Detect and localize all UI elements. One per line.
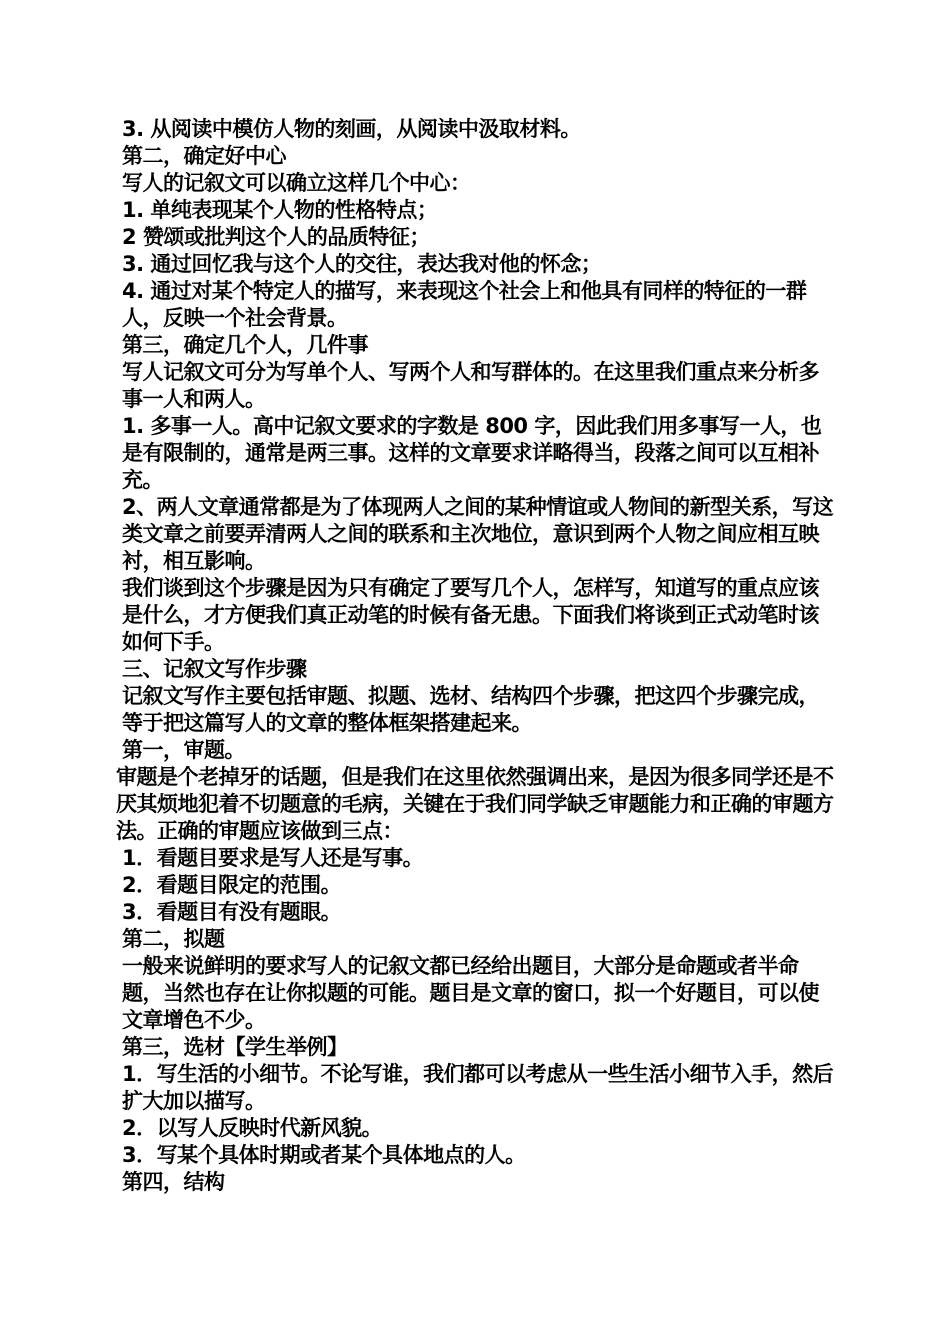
list-item-many-events: 1. 多事一人。高中记叙文要求的字数是 800 字，因此我们用多事写一人，也是有限制的，通常是两三事。这样的文章要求详略得当，段落之间可以互相补充。	[122, 414, 822, 492]
paragraph-reading-materials: 3. 从阅读中模仿人物的刻画，从阅读中汲取材料。	[122, 117, 581, 141]
list-item-examine-2: 2．看题目限定的范围。	[122, 873, 342, 897]
heading-draft-title: 第二，拟题	[122, 927, 225, 951]
paragraph-examine-topic: 审题是个老掉牙的话题，但是我们在这里依然强调出来，是因为很多同学还是不厌其烦地犯着不切题意的毛病，关键在于我们同学缺乏审题能力和正确的审题方法。正确的审题应该做到三点：	[116, 765, 834, 843]
paragraph-steps-overview: 记叙文写作主要包括审题、拟题、选材、结构四个步骤，把这四个步骤完成，等于把这篇写人的文章的整体框架搭建起来。	[122, 684, 819, 735]
heading-examine-topic: 第一，审题。	[122, 738, 245, 762]
paragraph-people-types: 写人记叙文可分为写单个人、写两个人和写群体的。在这里我们重点来分析多事一人和两人。	[122, 360, 819, 411]
list-item-two-people: 2、两人文章通常都是为了体现两人之间的某种情谊或人物间的新型关系，写这类文章之前要弄清两人之间的联系和主次地位，意识到两个人物之间应相互映衬，相互影响。	[122, 495, 834, 573]
paragraph-step-reason: 我们谈到这个步骤是因为只有确定了要写几个人，怎样写，知道写的重点应该是什么，才方便我们真正动笔的时候有备无患。下面我们将谈到正式动笔时该如何下手。	[122, 576, 819, 654]
list-item-center-1: 1. 单纯表现某个人物的性格特点；	[122, 198, 438, 222]
document-page	[116, 116, 838, 1196]
heading-structure: 第四，结构	[122, 1170, 225, 1194]
list-item-center-2: 2 赞颂或批判这个人的品质特征；	[122, 225, 430, 249]
list-item-material-1: 1．写生活的小细节。不论写谁，我们都可以考虑从一些生活小细节入手，然后扩大加以描写。	[122, 1062, 834, 1113]
list-item-examine-3: 3．看题目有没有题眼。	[122, 900, 342, 924]
list-item-center-4: 4. 通过对某个特定人的描写，来表现这个社会上和他具有同样的特征的一群人，反映一个社会背景。	[122, 279, 807, 330]
paragraph-centers-intro: 写人的记叙文可以确立这样几个中心：	[122, 171, 471, 195]
list-item-material-2: 2．以写人反映时代新风貌。	[122, 1116, 383, 1140]
list-item-material-3: 3．写某个具体时期或者某个具体地点的人。	[122, 1143, 526, 1167]
heading-writing-steps: 三、记叙文写作步骤	[122, 657, 307, 681]
heading-select-material: 第三，选材【学生举例】	[122, 1035, 348, 1059]
list-item-examine-1: 1．看题目要求是写人还是写事。	[122, 846, 424, 870]
heading-people-events: 第三，确定几个人，几件事	[122, 333, 368, 357]
list-item-center-3: 3. 通过回忆我与这个人的交往，表达我对他的怀念；	[122, 252, 602, 276]
paragraph-draft-title: 一般来说鲜明的要求写人的记叙文都已经给出题目，大部分是命题或者半命题，当然也存在让你拟题的可能。题目是文章的窗口，拟一个好题目，可以使文章增色不少。	[122, 954, 819, 1032]
heading-define-center: 第二，确定好中心	[122, 144, 286, 168]
